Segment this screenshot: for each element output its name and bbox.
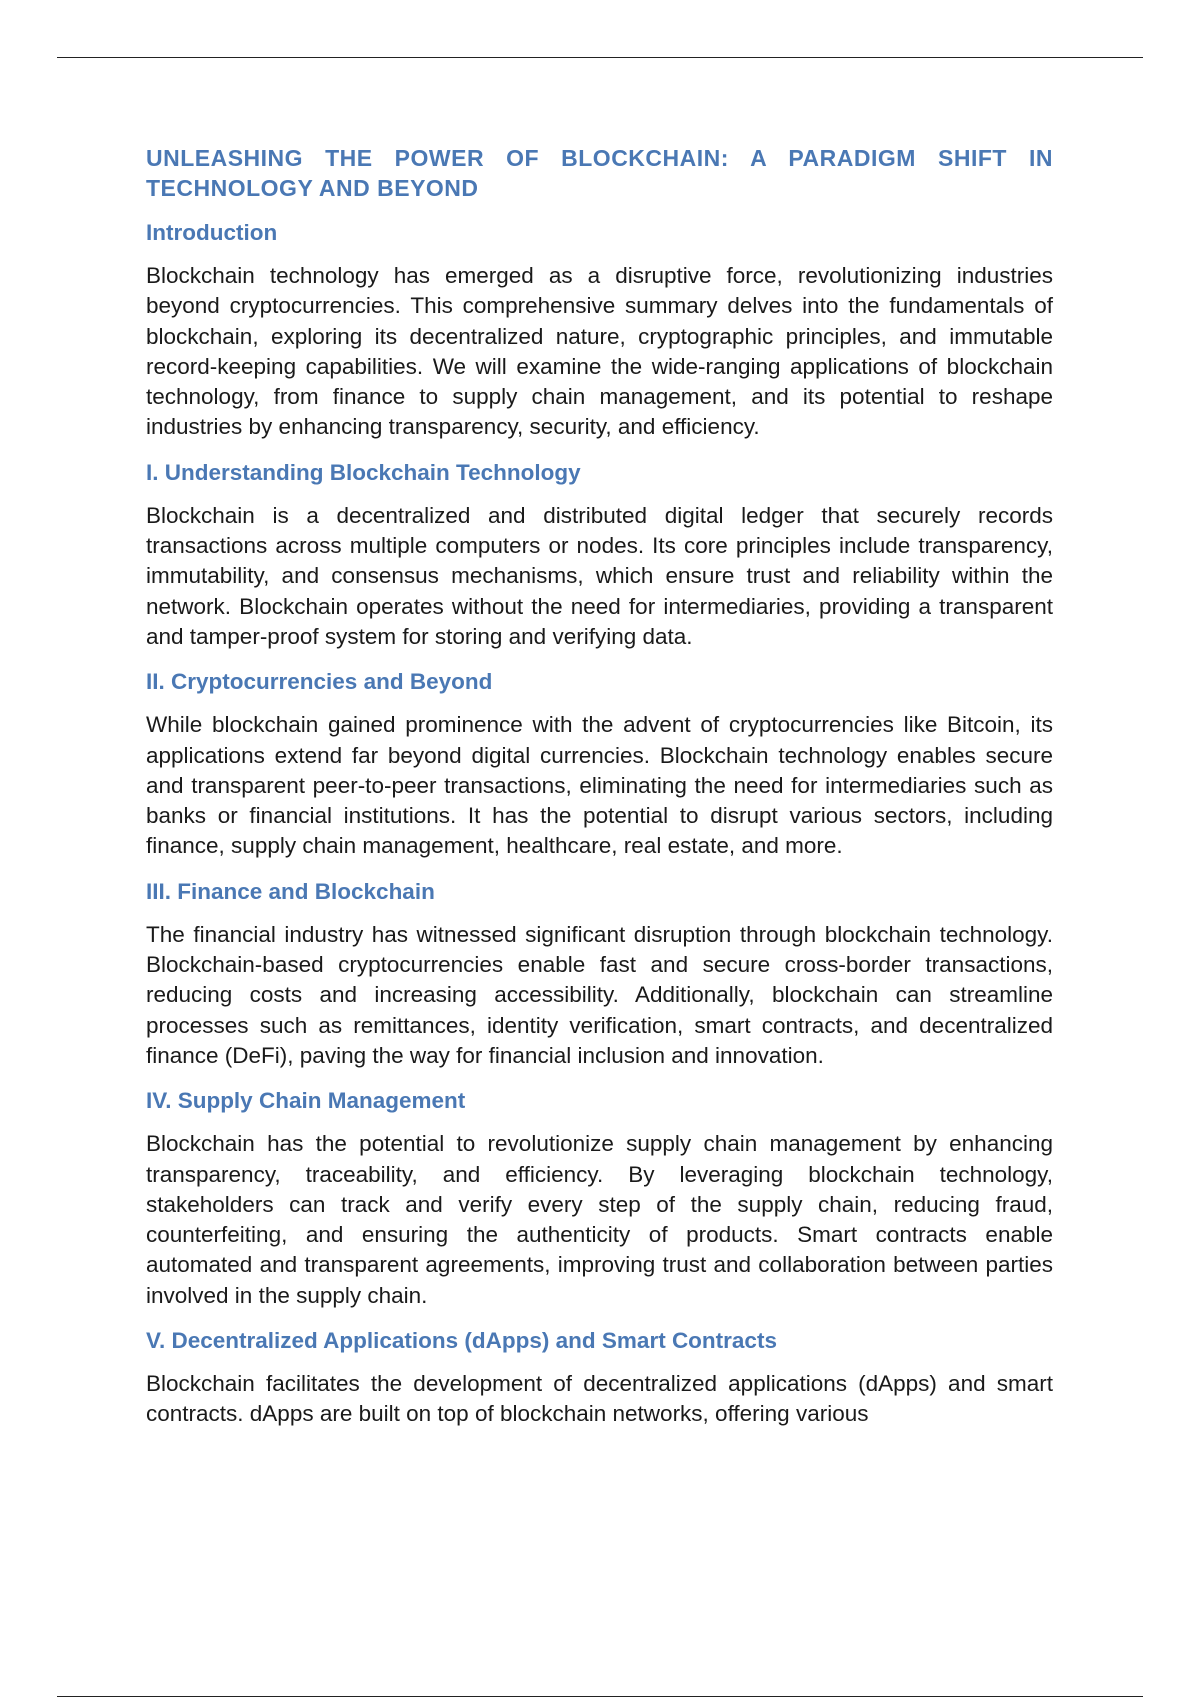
bottom-page-rule [57, 1696, 1143, 1697]
document-title: UNLEASHING THE POWER OF BLOCKCHAIN: A PARADIGM SHIFT IN TECHNOLOGY AND BEYOND [146, 145, 1053, 201]
section-heading-supply-chain: IV. Supply Chain Management [146, 1088, 466, 1114]
section-heading-dapps: V. Decentralized Applications (dApps) and Smart Contracts [146, 1328, 777, 1354]
section-paragraph-supply-chain: Blockchain has the potential to revolutionize supply chain management by enhancing transparency, traceability, and efficiency. By leveraging blockchain technology, stakeholders can track and verify every step of the supply chain, reducing fraud, counterfeiting, and ensuring the authenticity of products. Smart contracts enable automated and transparent agreements, improving trust and collaboration between parties involved in the supply chain. [146, 1131, 1053, 1308]
section-paragraph-cryptocurrencies: While blockchain gained prominence with the advent of cryptocurrencies like Bitcoin, its applications extend far beyond digital currencies. Blockchain technology enables secure and transparent peer-to-peer transactions, eliminating the need for intermediaries such as banks or financial institutions. It has the potential to disrupt various sectors, including finance, supply chain management, healthcare, real estate, and more. [146, 712, 1053, 859]
section-heading-introduction: Introduction [146, 220, 278, 245]
section-heading-understanding-blockchain: I. Understanding Blockchain Technology [146, 459, 581, 485]
section-paragraph-dapps: Blockchain facilitates the development of decentralized applications (dApps) and smart contracts. dApps are built on top of blockchain networks, offering various [146, 1371, 1053, 1427]
section-paragraph-finance: The financial industry has witnessed significant disruption through blockchain technology. Blockchain-based cryptocurrencies enable fast and secure cross-border transactions, reducing costs and increasing accessibility. Additionally, blockchain can streamline processes such as remittances, identity verification, smart contracts, and decentralized finance (DeFi), paving the way for financial inclusion and innovation. [146, 921, 1053, 1068]
section-paragraph-understanding-blockchain: Blockchain is a decentralized and distributed digital ledger that securely records transactions across multiple computers or nodes. Its core principles include transparency, immutability, and consensus mechanisms, which ensure trust and reliability within the network. Blockchain operates without the need for intermediaries, providing a transparent and tamper-proof system for storing and verifying data. [146, 502, 1053, 649]
top-page-rule [57, 57, 1143, 58]
section-heading-finance: III. Finance and Blockchain [146, 878, 435, 904]
document-body [146, 143, 1053, 1430]
section-heading-cryptocurrencies: II. Cryptocurrencies and Beyond [146, 669, 493, 695]
section-paragraph-introduction: Blockchain technology has emerged as a disruptive force, revolutionizing industries beyond cryptocurrencies. This comprehensive summary delves into the fundamentals of blockchain, exploring its decentralized nature, cryptographic principles, and immutable record-keeping capabilities. We will examine the wide-ranging applications of blockchain technology, from finance to supply chain management, and its potential to reshape industries by enhancing transparency, security, and efficiency. [146, 263, 1053, 440]
